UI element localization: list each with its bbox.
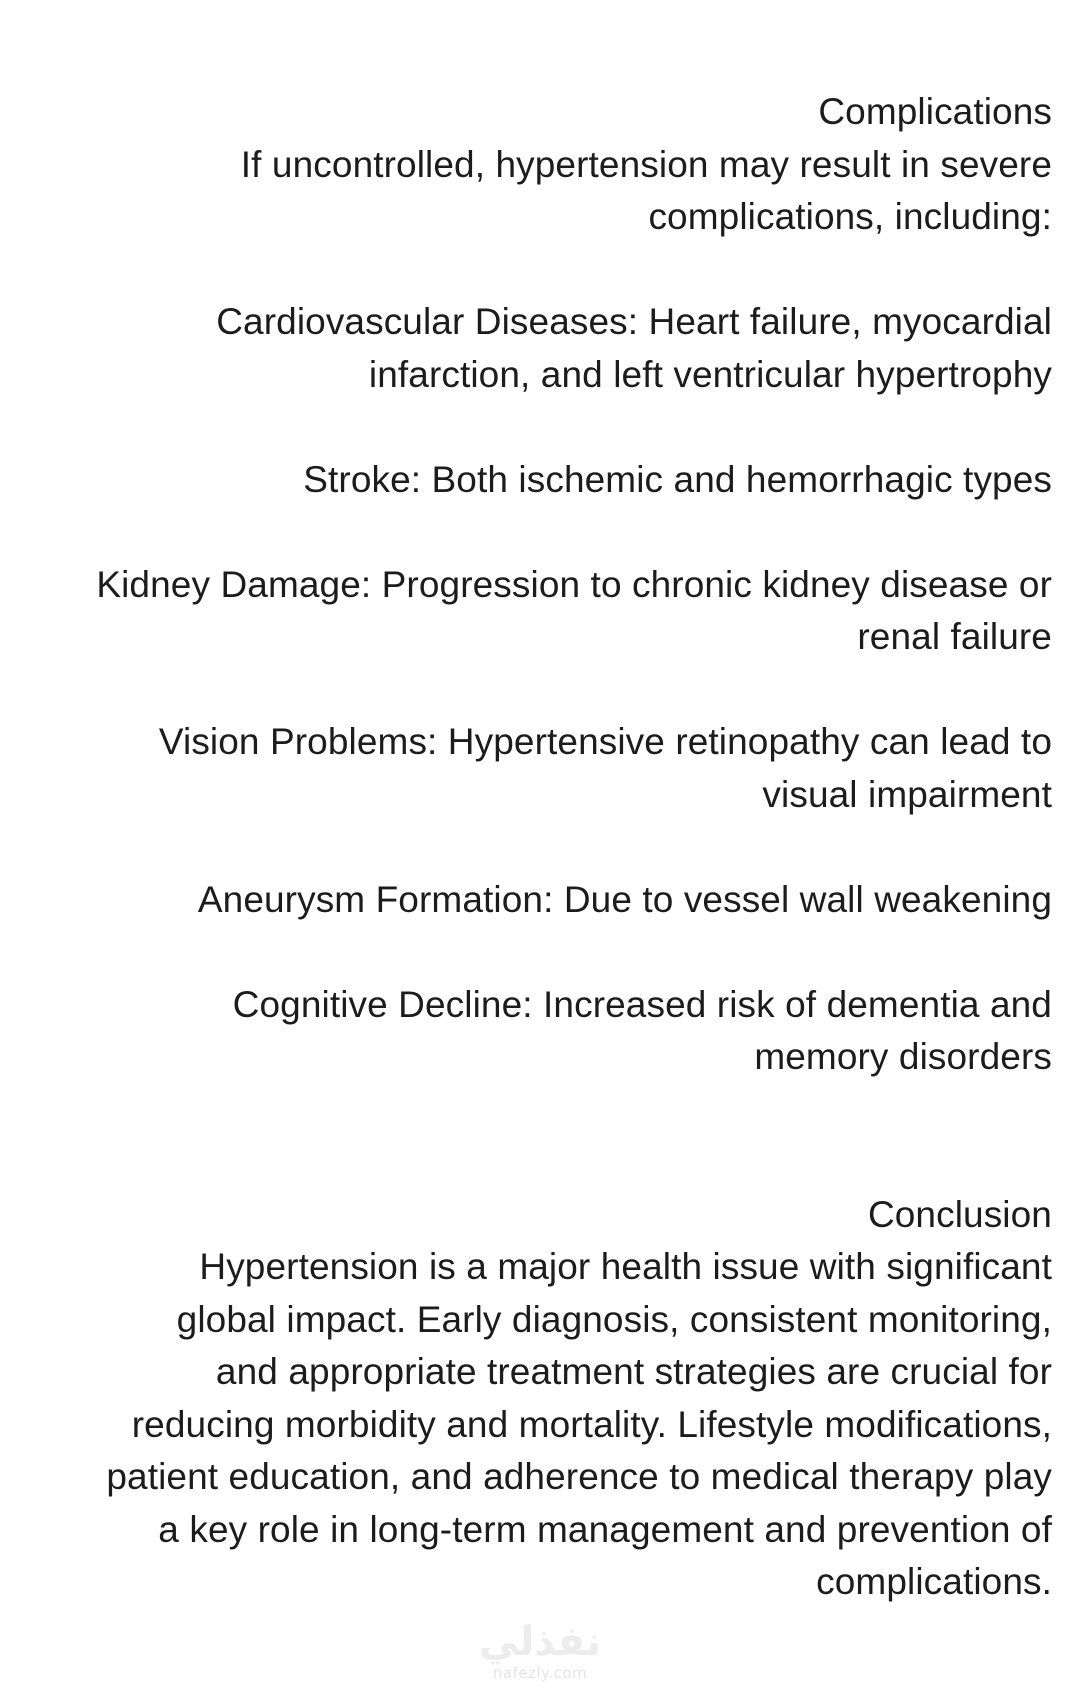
document-body xyxy=(30,86,1052,1609)
complication-item-aneurysm xyxy=(30,874,1052,927)
complications-section xyxy=(30,86,1052,244)
conclusion-body-line: patient education, and adherence to medical therapy play xyxy=(106,1456,1052,1497)
complications-intro-line: If uncontrolled, hypertension may result in severe xyxy=(240,143,1052,185)
complication-item-line: Aneurysm Formation: Due to vessel wall weakening xyxy=(197,878,1052,920)
complication-item-line: Cardiovascular Diseases: Heart failure, myocardial xyxy=(216,301,1052,342)
complication-item-line: Vision Problems: Hypertensive retinopathy can lead to xyxy=(158,721,1052,762)
complication-item-cognitive xyxy=(30,979,1052,1084)
conclusion-body-line: complications. xyxy=(816,1561,1052,1602)
complication-item-line: Kidney Damage: Progression to chronic kidney disease or xyxy=(96,563,1052,605)
watermark-logo: نفذلي xyxy=(478,1619,602,1665)
complication-item-line: visual impairment xyxy=(762,773,1052,815)
complication-item-line: renal failure xyxy=(857,616,1052,657)
conclusion-section xyxy=(30,1189,1052,1609)
complication-item-line: infarction, and left ventricular hypertrophy xyxy=(368,353,1052,395)
conclusion-body-line: and appropriate treatment strategies are crucial for xyxy=(215,1351,1052,1392)
conclusion-body-line: a key role in long-term management and prevention of xyxy=(158,1508,1052,1550)
conclusion-body-line: Hypertension is a major health issue with significant xyxy=(199,1246,1052,1287)
watermark xyxy=(0,1620,1080,1682)
conclusion-body-line: reducing morbidity and mortality. Lifestyle modifications, xyxy=(131,1403,1052,1445)
complication-item-line: Cognitive Decline: Increased risk of dementia and xyxy=(232,983,1052,1025)
complication-item-kidney xyxy=(30,559,1052,664)
complication-item-line: Stroke: Both ischemic and hemorrhagic types xyxy=(303,458,1052,500)
complication-item-line: memory disorders xyxy=(754,1036,1052,1077)
complications-heading: Complications xyxy=(818,91,1052,132)
complication-item-vision xyxy=(30,716,1052,821)
conclusion-body-line: global impact. Early diagnosis, consistent monitoring, xyxy=(176,1298,1052,1340)
watermark-url: nafezly.com xyxy=(492,1664,588,1682)
complications-intro-line: complications, including: xyxy=(648,196,1052,237)
complication-item-stroke xyxy=(30,454,1052,507)
complication-item-cardiovascular xyxy=(30,296,1052,401)
conclusion-heading: Conclusion xyxy=(867,1193,1052,1235)
